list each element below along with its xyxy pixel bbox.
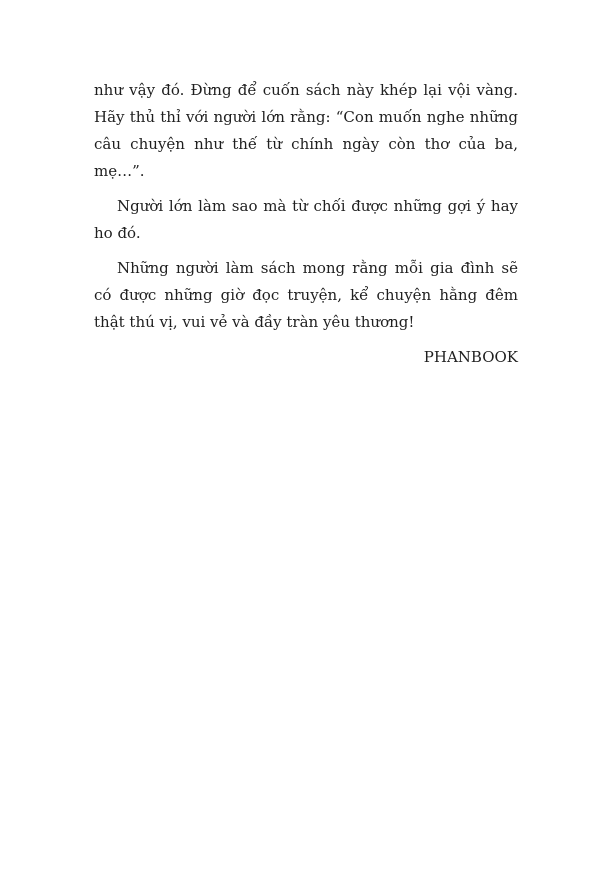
paragraph-bookmakers-wish: Những người làm sách mong rằng mỗi gia đình sẽ có được những giờ đọc truyện, kể chuyện hằng đêm thật thú vị, vui vẻ và đầy tràn yêu thương! <box>94 259 518 331</box>
paragraph-adults-refuse: Người lớn làm sao mà từ chối được những gợi ý hay ho đó. <box>94 197 518 242</box>
paragraph-continuation: như vậy đó. Đừng để cuốn sách này khép lại vội vàng. Hãy thủ thỉ với người lớn rằng: “Con muốn nghe những câu chuyện như thế từ chính ngày còn thơ của ba, mẹ…”. <box>94 81 518 180</box>
page-text <box>94 77 518 371</box>
publisher-signature: PHANBOOK <box>423 348 518 366</box>
